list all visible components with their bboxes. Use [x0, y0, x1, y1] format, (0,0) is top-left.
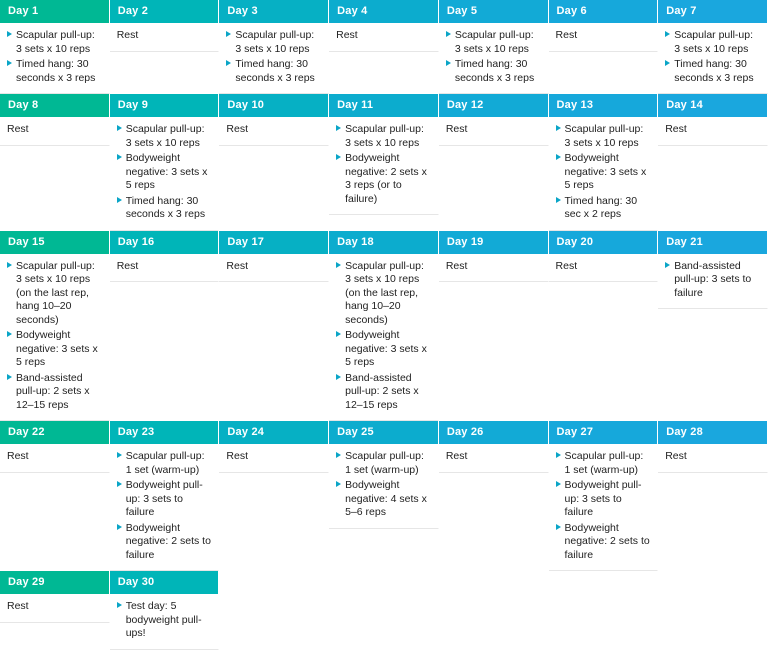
- day-exercise-list: [219, 444, 328, 472]
- triangle-bullet-icon: [446, 31, 451, 37]
- day-card: [329, 231, 439, 422]
- triangle-bullet-icon: [117, 452, 122, 458]
- exercise-item: [117, 450, 212, 477]
- day-card: [549, 0, 659, 52]
- day-exercise-list: [329, 23, 438, 51]
- day-cell[interactable]: [329, 421, 439, 571]
- exercise-text: Rest: [445, 259, 468, 272]
- day-exercise-list: [110, 254, 219, 282]
- rest-label: [665, 123, 760, 137]
- day-exercise-list: [549, 254, 658, 282]
- day-card: [658, 231, 768, 310]
- day-card: [329, 94, 439, 215]
- triangle-bullet-icon: [336, 262, 341, 268]
- day-exercise-list: [549, 444, 658, 570]
- exercise-text: Scapular pull-up: 3 sets x 10 reps: [564, 123, 644, 149]
- exercise-text: Timed hang: 30 seconds x 3 reps: [16, 58, 96, 84]
- day-cell[interactable]: [658, 421, 768, 571]
- exercise-text: Scapular pull-up: 3 sets x 10 reps: [235, 29, 315, 55]
- exercise-item: [556, 522, 651, 563]
- triangle-bullet-icon: [336, 125, 341, 131]
- exercise-item: [446, 58, 541, 85]
- triangle-bullet-icon: [556, 125, 561, 131]
- rest-label: [7, 450, 102, 464]
- triangle-bullet-icon: [336, 374, 341, 380]
- day-card: [0, 421, 110, 473]
- day-exercise-list: [110, 117, 219, 230]
- day-cell[interactable]: [549, 94, 659, 231]
- triangle-bullet-icon: [7, 374, 12, 380]
- exercise-text: Rest: [226, 450, 248, 462]
- rest-label: [446, 450, 541, 464]
- day-header: Day 12: [439, 94, 548, 117]
- triangle-bullet-icon: [556, 197, 561, 203]
- day-card: [658, 421, 768, 473]
- day-header: Day 26: [439, 421, 548, 444]
- day-exercise-list: [0, 254, 109, 421]
- day-exercise-list: [0, 444, 109, 472]
- rest-label: [556, 29, 651, 43]
- day-card: [219, 0, 329, 94]
- day-exercise-list: [219, 23, 328, 93]
- day-header: Day 28: [658, 421, 767, 444]
- exercise-text: Bodyweight negative: 3 sets x 5 reps: [564, 152, 647, 191]
- exercise-text: Rest: [665, 450, 687, 462]
- day-card: [549, 421, 659, 571]
- exercise-item: [665, 29, 760, 56]
- rest-label: [7, 600, 102, 614]
- day-exercise-list: [658, 23, 767, 93]
- day-exercise-list: [110, 444, 219, 570]
- exercise-text: Bodyweight negative: 3 sets x 5 reps: [16, 329, 98, 368]
- exercise-text: Rest: [116, 259, 139, 272]
- exercise-text: Rest: [7, 123, 29, 135]
- exercise-item: [336, 152, 431, 206]
- day-card: [110, 231, 220, 283]
- rest-label: [226, 123, 321, 137]
- exercise-text: Bodyweight pull-up: 3 sets to failure: [125, 479, 203, 518]
- triangle-bullet-icon: [336, 481, 341, 487]
- day-header: Day 22: [0, 421, 109, 444]
- day-card: [439, 0, 549, 94]
- exercise-text: Scapular pull-up: 3 sets x 10 reps (on the last rep, hang 10–20 seconds): [16, 259, 95, 326]
- day-header: Day 1: [0, 0, 109, 23]
- day-header: Day 11: [329, 94, 438, 117]
- rest-label: [117, 29, 212, 43]
- exercise-item: [556, 195, 651, 222]
- exercise-text: Band-assisted pull-up: 3 sets to failure: [674, 259, 752, 299]
- day-header: Day 25: [329, 421, 438, 444]
- day-cell[interactable]: [0, 0, 110, 94]
- day-cell[interactable]: [329, 0, 439, 94]
- triangle-bullet-icon: [556, 154, 561, 160]
- day-header: Day 23: [110, 421, 219, 444]
- day-exercise-list: [329, 444, 438, 528]
- triangle-bullet-icon: [336, 154, 341, 160]
- day-header: Day 21: [658, 231, 767, 254]
- rest-label: [446, 123, 541, 137]
- day-card: [658, 94, 768, 146]
- calendar-week-row: [0, 231, 768, 422]
- triangle-bullet-icon: [665, 31, 670, 37]
- exercise-text: Scapular pull-up: 1 set (warm-up): [125, 450, 205, 476]
- exercise-text: Rest: [336, 29, 358, 41]
- day-cell[interactable]: [658, 94, 768, 231]
- exercise-item: [336, 260, 431, 328]
- day-cell[interactable]: [439, 0, 549, 94]
- rest-label: [117, 260, 212, 274]
- exercise-text: Bodyweight negative: 3 sets x 5 reps: [345, 329, 427, 368]
- exercise-text: Rest: [7, 450, 29, 462]
- triangle-bullet-icon: [117, 125, 122, 131]
- exercise-text: Rest: [555, 259, 578, 272]
- triangle-bullet-icon: [117, 524, 122, 530]
- day-card: [110, 421, 220, 571]
- rest-label: [7, 123, 102, 137]
- day-header: Day 29: [0, 571, 109, 594]
- exercise-text: Rest: [445, 450, 468, 462]
- exercise-text: Scapular pull-up: 3 sets x 10 reps: [454, 29, 534, 55]
- triangle-bullet-icon: [117, 602, 122, 608]
- exercise-text: Rest: [555, 29, 578, 41]
- triangle-bullet-icon: [7, 31, 12, 37]
- exercise-text: Band-assisted pull-up: 2 sets x 12–15 reps: [16, 371, 90, 411]
- exercise-text: Rest: [226, 123, 248, 135]
- day-cell[interactable]: [439, 231, 549, 422]
- exercise-item: [117, 123, 212, 150]
- day-header: Day 2: [110, 0, 219, 23]
- day-header: Day 6: [549, 0, 658, 23]
- day-exercise-list: [0, 117, 109, 145]
- exercise-item: [446, 29, 541, 56]
- day-header: Day 17: [219, 231, 328, 254]
- exercise-text: Timed hang: 30 seconds x 3 reps: [674, 58, 754, 84]
- exercise-item: [556, 152, 651, 193]
- exercise-item: [7, 372, 102, 413]
- rest-label: [446, 260, 541, 274]
- day-cell[interactable]: [0, 421, 110, 571]
- day-card: [219, 421, 329, 473]
- day-exercise-list: [329, 117, 438, 214]
- rest-label: [226, 260, 321, 274]
- day-header: Day 10: [219, 94, 328, 117]
- day-exercise-list: [439, 444, 548, 472]
- exercise-text: Scapular pull-up: 1 set (warm-up): [345, 450, 424, 476]
- day-card: [110, 94, 220, 231]
- exercise-text: Bodyweight negative: 2 sets to failure: [564, 521, 650, 561]
- day-card: [0, 0, 110, 94]
- exercise-text: Bodyweight negative: 2 sets to failure: [125, 521, 211, 561]
- triangle-bullet-icon: [446, 60, 451, 66]
- day-header: Day 3: [219, 0, 328, 23]
- day-cell[interactable]: [110, 94, 220, 231]
- day-card: [658, 0, 768, 94]
- day-header: Day 27: [549, 421, 658, 444]
- day-cell[interactable]: [219, 94, 329, 231]
- day-cell[interactable]: [549, 421, 659, 571]
- day-card: [439, 231, 549, 283]
- triangle-bullet-icon: [7, 262, 12, 268]
- day-header: Day 30: [110, 571, 219, 594]
- day-card: [439, 94, 549, 146]
- triangle-bullet-icon: [336, 331, 341, 337]
- exercise-item: [117, 479, 212, 520]
- exercise-text: Timed hang: 30 sec x 2 reps: [564, 194, 638, 220]
- day-cell[interactable]: [110, 0, 220, 94]
- day-card: [0, 571, 110, 623]
- rest-label: [336, 29, 431, 43]
- triangle-bullet-icon: [336, 452, 341, 458]
- day-cell[interactable]: [329, 94, 439, 231]
- exercise-item: [556, 123, 651, 150]
- exercise-item: [556, 479, 651, 520]
- exercise-text: Scapular pull-up: 3 sets x 10 reps: [125, 123, 205, 149]
- exercise-item: [226, 58, 321, 85]
- day-exercise-list: [219, 117, 328, 145]
- exercise-item: [117, 152, 212, 193]
- triangle-bullet-icon: [556, 481, 561, 487]
- exercise-text: Scapular pull-up: 3 sets x 10 reps: [674, 29, 754, 55]
- day-cell[interactable]: [219, 0, 329, 94]
- day-header: Day 24: [219, 421, 328, 444]
- exercise-text: Rest: [445, 123, 468, 135]
- day-cell[interactable]: [0, 94, 110, 231]
- day-exercise-list: [658, 254, 767, 309]
- day-exercise-list: [329, 254, 438, 421]
- exercise-item: [117, 522, 212, 563]
- exercise-item: [117, 195, 212, 222]
- exercise-item: [336, 479, 431, 520]
- exercise-text: Bodyweight negative: 4 sets x 5–6 reps: [345, 479, 427, 518]
- exercise-text: Bodyweight negative: 3 sets x 5 reps: [125, 152, 208, 191]
- triangle-bullet-icon: [117, 154, 122, 160]
- day-header: Day 7: [658, 0, 767, 23]
- day-card: [0, 231, 110, 422]
- exercise-text: Bodyweight negative: 2 sets x 3 reps (or to failure): [345, 152, 427, 205]
- triangle-bullet-icon: [7, 331, 12, 337]
- exercise-item: [117, 600, 212, 641]
- exercise-text: Scapular pull-up: 3 sets x 10 reps: [345, 123, 424, 149]
- day-exercise-list: [439, 254, 548, 282]
- day-header: Day 9: [110, 94, 219, 117]
- exercise-text: Rest: [7, 600, 29, 612]
- exercise-text: Bodyweight pull-up: 3 sets to failure: [564, 479, 642, 518]
- day-card: [439, 421, 549, 473]
- day-exercise-list: [658, 444, 767, 472]
- exercise-item: [665, 58, 760, 85]
- day-cell[interactable]: [439, 94, 549, 231]
- exercise-item: [7, 29, 102, 56]
- triangle-bullet-icon: [117, 197, 122, 203]
- day-exercise-list: [0, 23, 109, 93]
- day-cell[interactable]: [658, 0, 768, 94]
- exercise-item: [7, 329, 102, 370]
- exercise-text: Rest: [226, 259, 248, 272]
- day-cell[interactable]: [658, 231, 768, 422]
- triangle-bullet-icon: [7, 60, 12, 66]
- exercise-item: [556, 450, 651, 477]
- exercise-item: [336, 123, 431, 150]
- exercise-text: Scapular pull-up: 3 sets x 10 reps (on the last rep, hang 10–20 seconds): [345, 259, 424, 326]
- day-header: Day 4: [329, 0, 438, 23]
- day-exercise-list: [439, 117, 548, 145]
- triangle-bullet-icon: [226, 31, 231, 37]
- day-card: [329, 421, 439, 529]
- day-exercise-list: [549, 117, 658, 230]
- day-exercise-list: [658, 117, 767, 145]
- exercise-item: [336, 450, 431, 477]
- day-cell[interactable]: [219, 421, 329, 571]
- day-exercise-list: [549, 23, 658, 51]
- exercise-text: Band-assisted pull-up: 2 sets x 12–15 reps: [345, 371, 419, 411]
- day-exercise-list: [110, 594, 219, 649]
- triangle-bullet-icon: [556, 452, 561, 458]
- exercise-item: [7, 58, 102, 85]
- calendar-week-row: [0, 94, 768, 231]
- day-header: Day 13: [549, 94, 658, 117]
- calendar-week-row: [0, 421, 768, 571]
- day-exercise-list: [219, 254, 328, 282]
- day-header: Day 18: [329, 231, 438, 254]
- day-header: Day 14: [658, 94, 767, 117]
- day-exercise-list: [439, 23, 548, 93]
- day-card: [219, 231, 329, 283]
- day-card: [0, 94, 110, 146]
- exercise-item: [665, 260, 760, 301]
- day-cell[interactable]: [549, 0, 659, 94]
- triangle-bullet-icon: [665, 60, 670, 66]
- exercise-text: Rest: [665, 123, 687, 135]
- day-cell[interactable]: [219, 231, 329, 422]
- exercise-item: [336, 372, 431, 413]
- day-header: Day 16: [110, 231, 219, 254]
- day-card: [219, 94, 329, 146]
- exercise-text: Timed hang: 30 seconds x 3 reps: [125, 194, 206, 220]
- triangle-bullet-icon: [665, 262, 670, 268]
- exercise-text: Scapular pull-up: 3 sets x 10 reps: [16, 29, 95, 55]
- day-card: [329, 0, 439, 52]
- exercise-text: Test day: 5 bodyweight pull-ups!: [125, 600, 202, 639]
- day-cell[interactable]: [0, 231, 110, 422]
- day-exercise-list: [110, 23, 219, 51]
- day-cell[interactable]: [110, 231, 220, 422]
- exercise-item: [226, 29, 321, 56]
- rest-label: [665, 450, 760, 464]
- exercise-text: Timed hang: 30 seconds x 3 reps: [235, 58, 315, 84]
- day-header: Day 8: [0, 94, 109, 117]
- exercise-text: Rest: [116, 29, 139, 41]
- rest-label: [556, 260, 651, 274]
- day-card: [549, 94, 659, 231]
- triangle-bullet-icon: [556, 524, 561, 530]
- day-cell[interactable]: [549, 231, 659, 422]
- exercise-text: Timed hang: 30 seconds x 3 reps: [454, 58, 535, 84]
- exercise-item: [336, 329, 431, 370]
- day-card: [110, 0, 220, 52]
- day-header: Day 15: [0, 231, 109, 254]
- day-cell[interactable]: [439, 421, 549, 571]
- day-header: Day 20: [549, 231, 658, 254]
- rest-label: [226, 450, 321, 464]
- exercise-text: Scapular pull-up: 1 set (warm-up): [564, 450, 644, 476]
- triangle-bullet-icon: [226, 60, 231, 66]
- day-exercise-list: [0, 594, 109, 622]
- exercise-item: [7, 260, 102, 328]
- day-cell[interactable]: [329, 231, 439, 422]
- day-header: Day 5: [439, 0, 548, 23]
- day-header: Day 19: [439, 231, 548, 254]
- triangle-bullet-icon: [117, 481, 122, 487]
- day-cell[interactable]: [110, 421, 220, 571]
- calendar-week-row: [0, 0, 768, 94]
- day-card: [549, 231, 659, 283]
